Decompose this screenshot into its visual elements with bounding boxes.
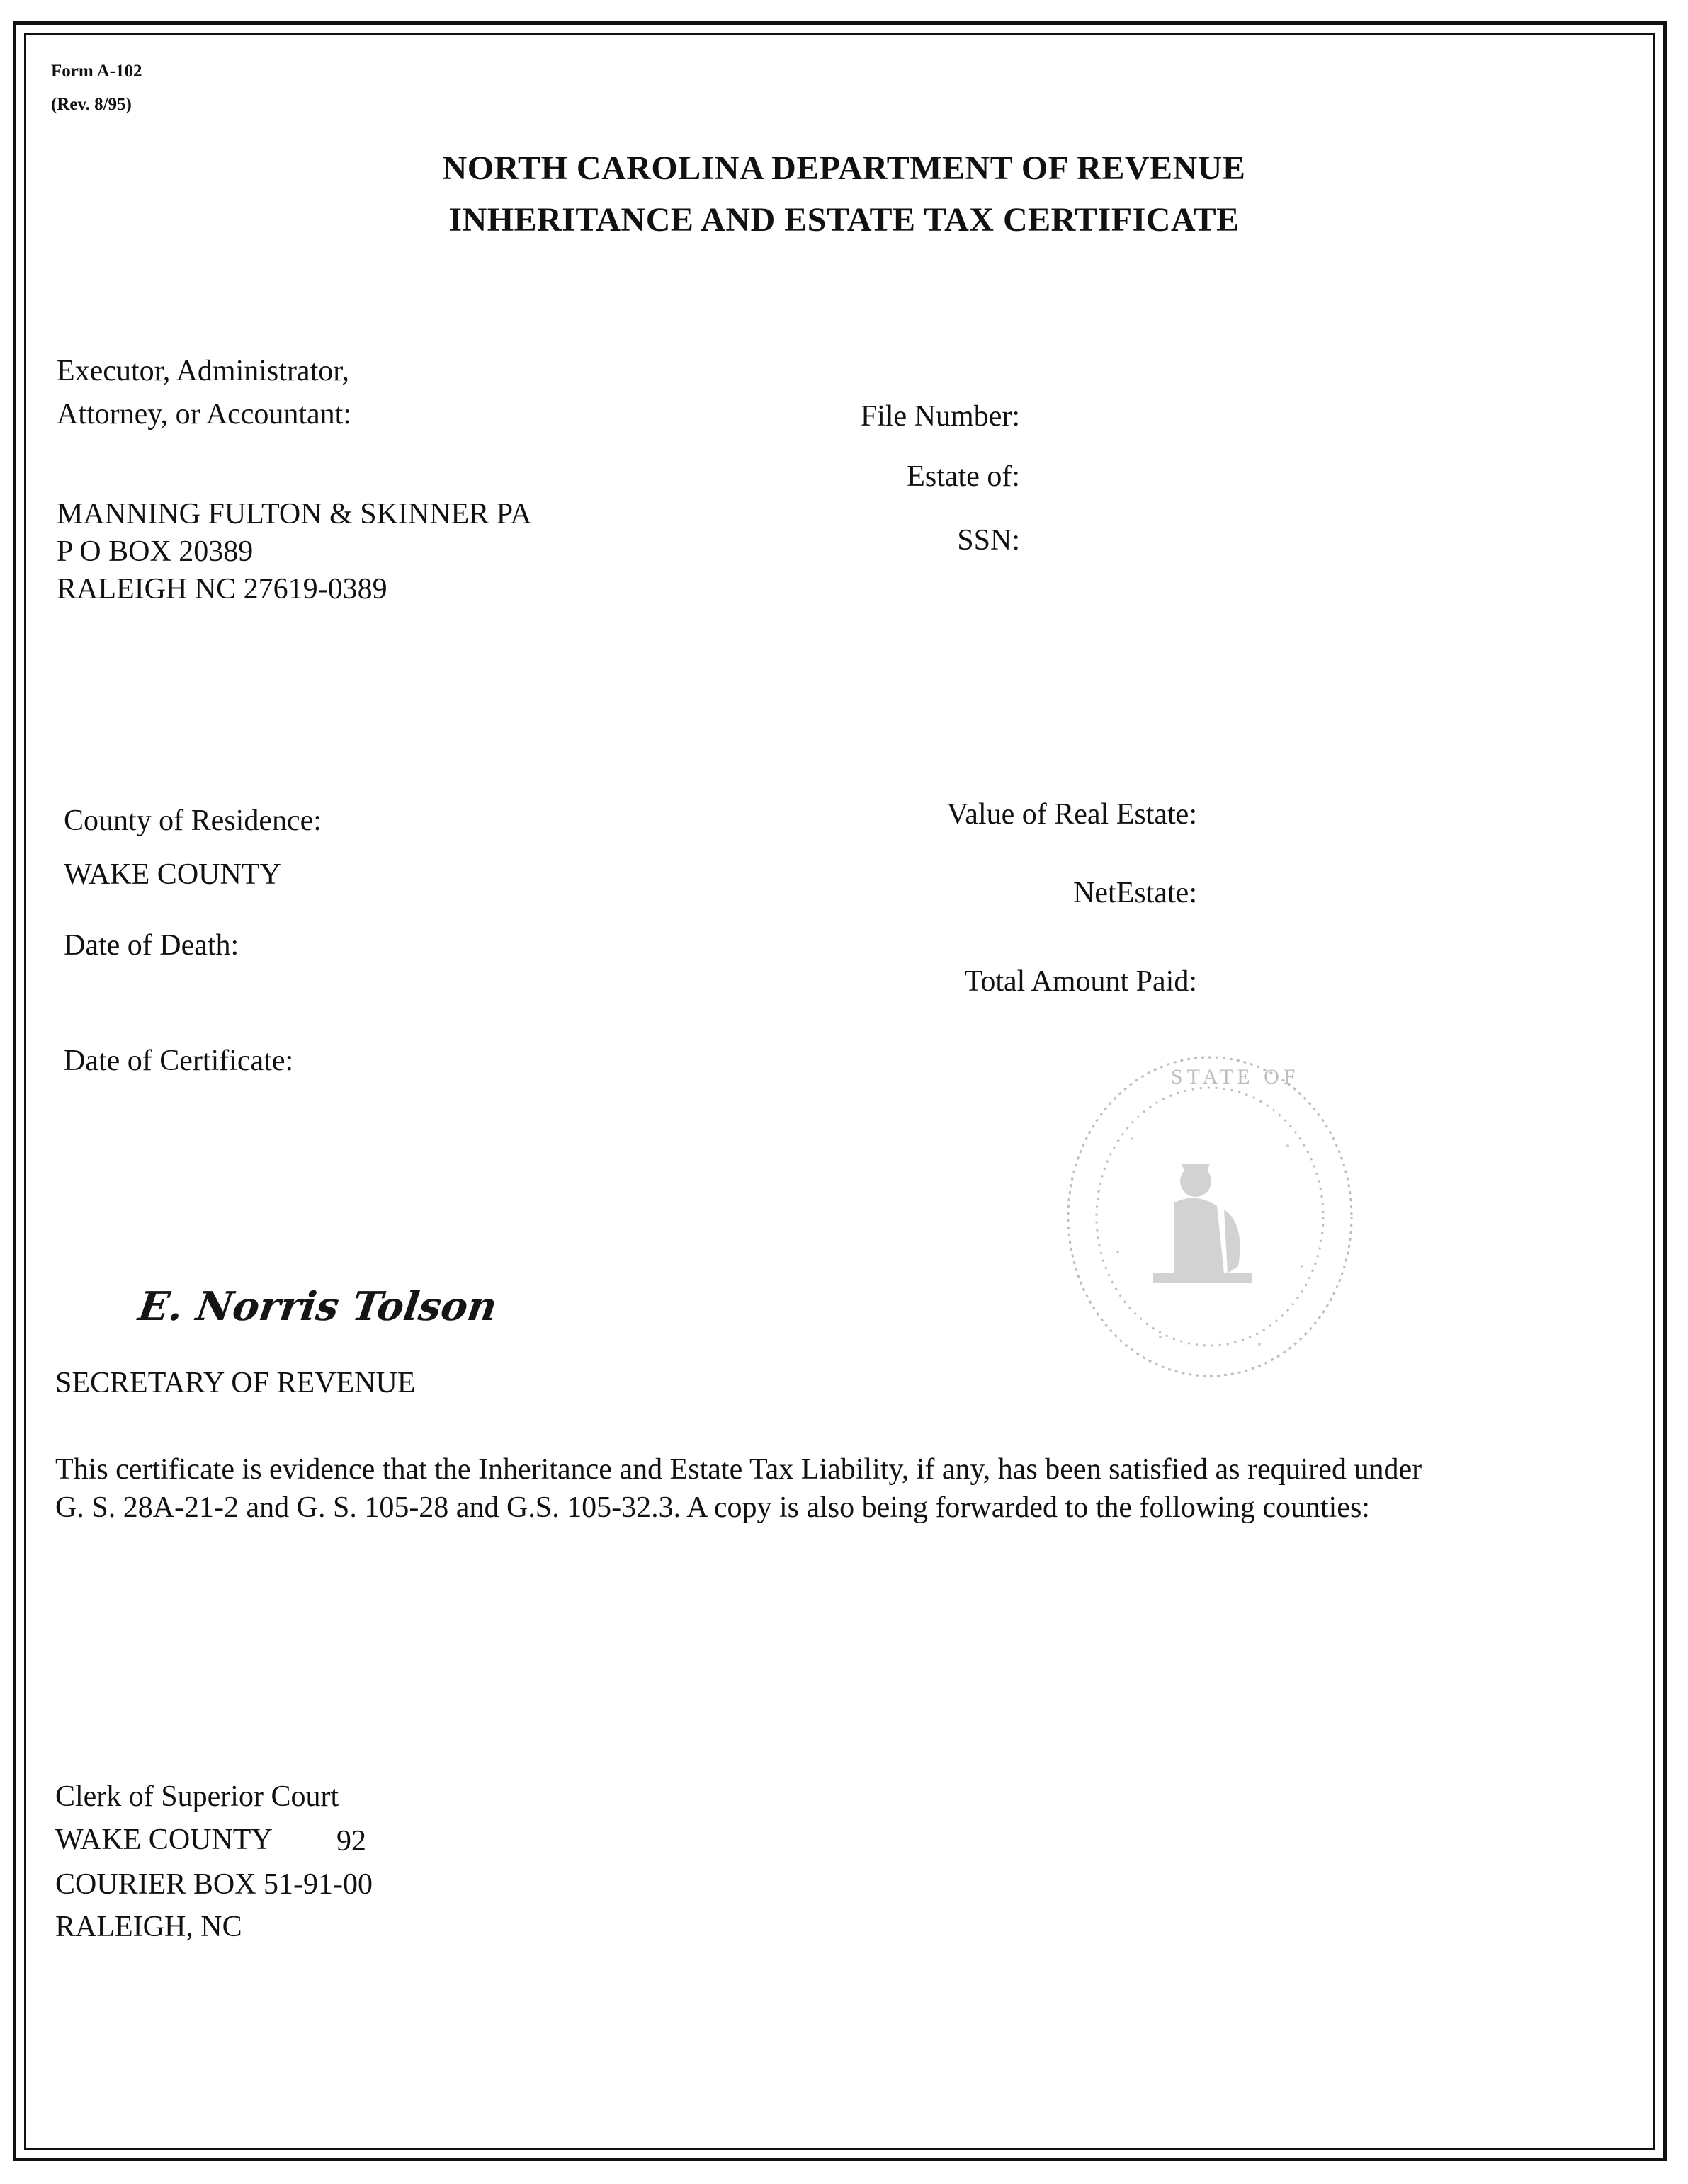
recipient-city: RALEIGH, NC [55, 1911, 242, 1943]
recipient-courier-box: COURIER BOX 51-91-00 [55, 1868, 373, 1901]
county-of-residence-value: WAKE COUNTY [64, 858, 281, 891]
date-of-death-label: Date of Death: [64, 929, 239, 962]
recipient-county-code: 92 [336, 1825, 366, 1858]
department-title: NORTH CAROLINA DEPARTMENT OF REVENUE [442, 149, 1246, 187]
total-amount-paid-label: Total Amount Paid: [964, 965, 1197, 998]
certificate-statement [55, 1450, 1422, 1527]
representative-address-2: RALEIGH NC 27619-0389 [57, 573, 387, 605]
representative-label-2: Attorney, or Accountant: [57, 398, 352, 431]
net-estate-label: NetEstate: [1073, 877, 1197, 909]
ssn-label: SSN: [957, 524, 1020, 557]
county-of-residence-label: County of Residence: [64, 804, 322, 837]
statement-line-1: This certificate is evidence that the Inheritance and Estate Tax Liability, if any, has been satisfied as required under [55, 1453, 1422, 1486]
representative-label-1: Executor, Administrator, [57, 355, 350, 387]
seal-text: STATE OF [1171, 1065, 1300, 1088]
representative-address-1: P O BOX 20389 [57, 535, 254, 568]
representative-name: MANNING FULTON & SKINNER PA [57, 498, 532, 530]
estate-of-label: Estate of: [907, 460, 1020, 493]
recipient-office: Clerk of Superior Court [55, 1780, 339, 1813]
state-seal-icon [1047, 1040, 1373, 1394]
signature: E. Norris Tolson [135, 1283, 500, 1330]
form-revision: (Rev. 8/95) [51, 95, 132, 114]
date-of-certificate-label: Date of Certificate: [64, 1045, 294, 1077]
real-estate-value-label: Value of Real Estate: [946, 798, 1197, 831]
signer-title: SECRETARY OF REVENUE [55, 1367, 416, 1399]
form-number: Form A-102 [51, 62, 142, 81]
recipient-county: WAKE COUNTY [55, 1824, 273, 1856]
statement-line-2: G. S. 28A-21-2 and G. S. 105-28 and G.S. 105-32.3. A copy is also being forwarded to the following counties: [55, 1491, 1370, 1524]
certificate-title: INHERITANCE AND ESTATE TAX CERTIFICATE [448, 201, 1240, 239]
file-number-label: File Number: [860, 400, 1020, 433]
